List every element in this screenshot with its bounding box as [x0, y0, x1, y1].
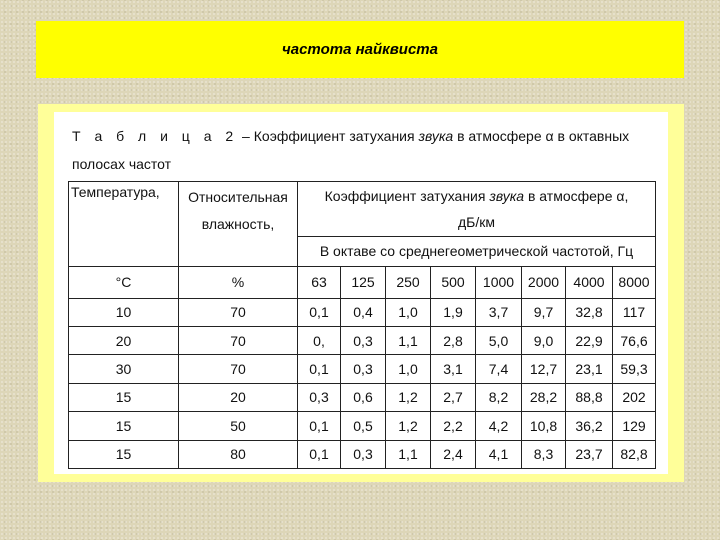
title-banner — [36, 21, 684, 78]
freq-cell: 8000 — [613, 267, 656, 298]
caption-label: Т а б л и ц а 2 — [72, 128, 239, 144]
humidity-cell: 70 — [179, 355, 298, 383]
value-cell: 0,1 — [298, 412, 341, 440]
content-panel — [38, 104, 684, 482]
value-cell: 0,3 — [341, 440, 386, 468]
value-cell: 1,0 — [386, 298, 431, 326]
freq-cell: 1000 — [476, 267, 522, 298]
freq-cell: 4000 — [566, 267, 613, 298]
value-cell: 1,1 — [386, 327, 431, 355]
header-humidity — [179, 182, 298, 267]
attenuation-table — [68, 181, 656, 469]
value-cell: 5,0 — [476, 327, 522, 355]
value-cell: 23,7 — [566, 440, 613, 468]
humidity-cell: 70 — [179, 298, 298, 326]
value-cell: 9,7 — [522, 298, 566, 326]
value-cell: 202 — [613, 383, 656, 411]
temperature-cell: 15 — [69, 412, 179, 440]
temperature-cell: 15 — [69, 383, 179, 411]
slide-title: частота найквиста — [282, 41, 438, 58]
value-cell: 88,8 — [566, 383, 613, 411]
temperature-cell: 20 — [69, 327, 179, 355]
value-cell: 1,0 — [386, 355, 431, 383]
value-cell: 0,1 — [298, 440, 341, 468]
value-cell: 23,1 — [566, 355, 613, 383]
value-cell: 4,1 — [476, 440, 522, 468]
table-row — [69, 355, 656, 383]
value-cell: 0,5 — [341, 412, 386, 440]
value-cell: 129 — [613, 412, 656, 440]
humidity-cell: 20 — [179, 383, 298, 411]
value-cell: 0,3 — [341, 327, 386, 355]
value-cell: 1,2 — [386, 412, 431, 440]
value-cell: 3,1 — [431, 355, 476, 383]
value-cell: 0,1 — [298, 298, 341, 326]
humidity-cell: 70 — [179, 327, 298, 355]
table-row — [69, 383, 656, 411]
temperature-cell: 30 — [69, 355, 179, 383]
value-cell: 9,0 — [522, 327, 566, 355]
table-sheet — [54, 112, 668, 474]
caption-dash: – — [238, 128, 254, 144]
table-row — [69, 298, 656, 326]
header-coefficient — [298, 182, 656, 237]
value-cell: 3,7 — [476, 298, 522, 326]
humidity-cell: 50 — [179, 412, 298, 440]
value-cell: 1,9 — [431, 298, 476, 326]
table-row — [69, 412, 656, 440]
header-coef-text-2: в атмосфере α, — [524, 187, 629, 204]
value-cell: 2,4 — [431, 440, 476, 468]
value-cell: 0,3 — [298, 383, 341, 411]
freq-cell: 125 — [341, 267, 386, 298]
unit-humidity: % — [179, 267, 298, 298]
temperature-cell: 10 — [69, 298, 179, 326]
value-cell: 0,1 — [298, 355, 341, 383]
value-cell: 2,2 — [431, 412, 476, 440]
value-cell: 10,8 — [522, 412, 566, 440]
value-cell: 28,2 — [522, 383, 566, 411]
humidity-cell: 80 — [179, 440, 298, 468]
value-cell: 59,3 — [613, 355, 656, 383]
header-coef-text-1: Коэффициент затухания — [324, 187, 490, 204]
value-cell: 2,7 — [431, 383, 476, 411]
caption-text-2: в атмосфере α в октавных полосах частот — [72, 128, 630, 172]
value-cell: 1,2 — [386, 383, 431, 411]
value-cell: 7,4 — [476, 355, 522, 383]
value-cell: 1,1 — [386, 440, 431, 468]
value-cell: 82,8 — [613, 440, 656, 468]
freq-cell: 250 — [386, 267, 431, 298]
table-caption — [72, 122, 660, 178]
value-cell: 0,3 — [341, 355, 386, 383]
value-cell: 0, — [298, 327, 341, 355]
caption-text-italic: звука — [418, 128, 454, 144]
value-cell: 117 — [613, 298, 656, 326]
value-cell: 2,8 — [431, 327, 476, 355]
header-humidity-line-1: Относительная — [188, 189, 288, 205]
freq-cell: 2000 — [522, 267, 566, 298]
value-cell: 22,9 — [566, 327, 613, 355]
table-body — [69, 298, 656, 468]
value-cell: 4,2 — [476, 412, 522, 440]
header-temperature: Температура, — [69, 182, 179, 267]
header-coef-italic: звука — [489, 187, 525, 204]
unit-temperature: °C — [69, 267, 179, 298]
freq-cell: 500 — [431, 267, 476, 298]
value-cell: 8,3 — [522, 440, 566, 468]
value-cell: 32,8 — [566, 298, 613, 326]
caption-text-1: Коэффициент затухания — [253, 128, 419, 144]
value-cell: 36,2 — [566, 412, 613, 440]
value-cell: 0,6 — [341, 383, 386, 411]
table-row — [69, 440, 656, 468]
value-cell: 76,6 — [613, 327, 656, 355]
temperature-cell: 15 — [69, 440, 179, 468]
value-cell: 12,7 — [522, 355, 566, 383]
value-cell: 8,2 — [476, 383, 522, 411]
header-coef-unit: дБ/км — [458, 213, 495, 230]
header-humidity-line-2: влажность, — [201, 216, 275, 232]
value-cell: 0,4 — [341, 298, 386, 326]
freq-cell: 63 — [298, 267, 341, 298]
header-octave: В октаве со среднегеометрической частотой, Гц — [298, 236, 656, 266]
table-row — [69, 327, 656, 355]
